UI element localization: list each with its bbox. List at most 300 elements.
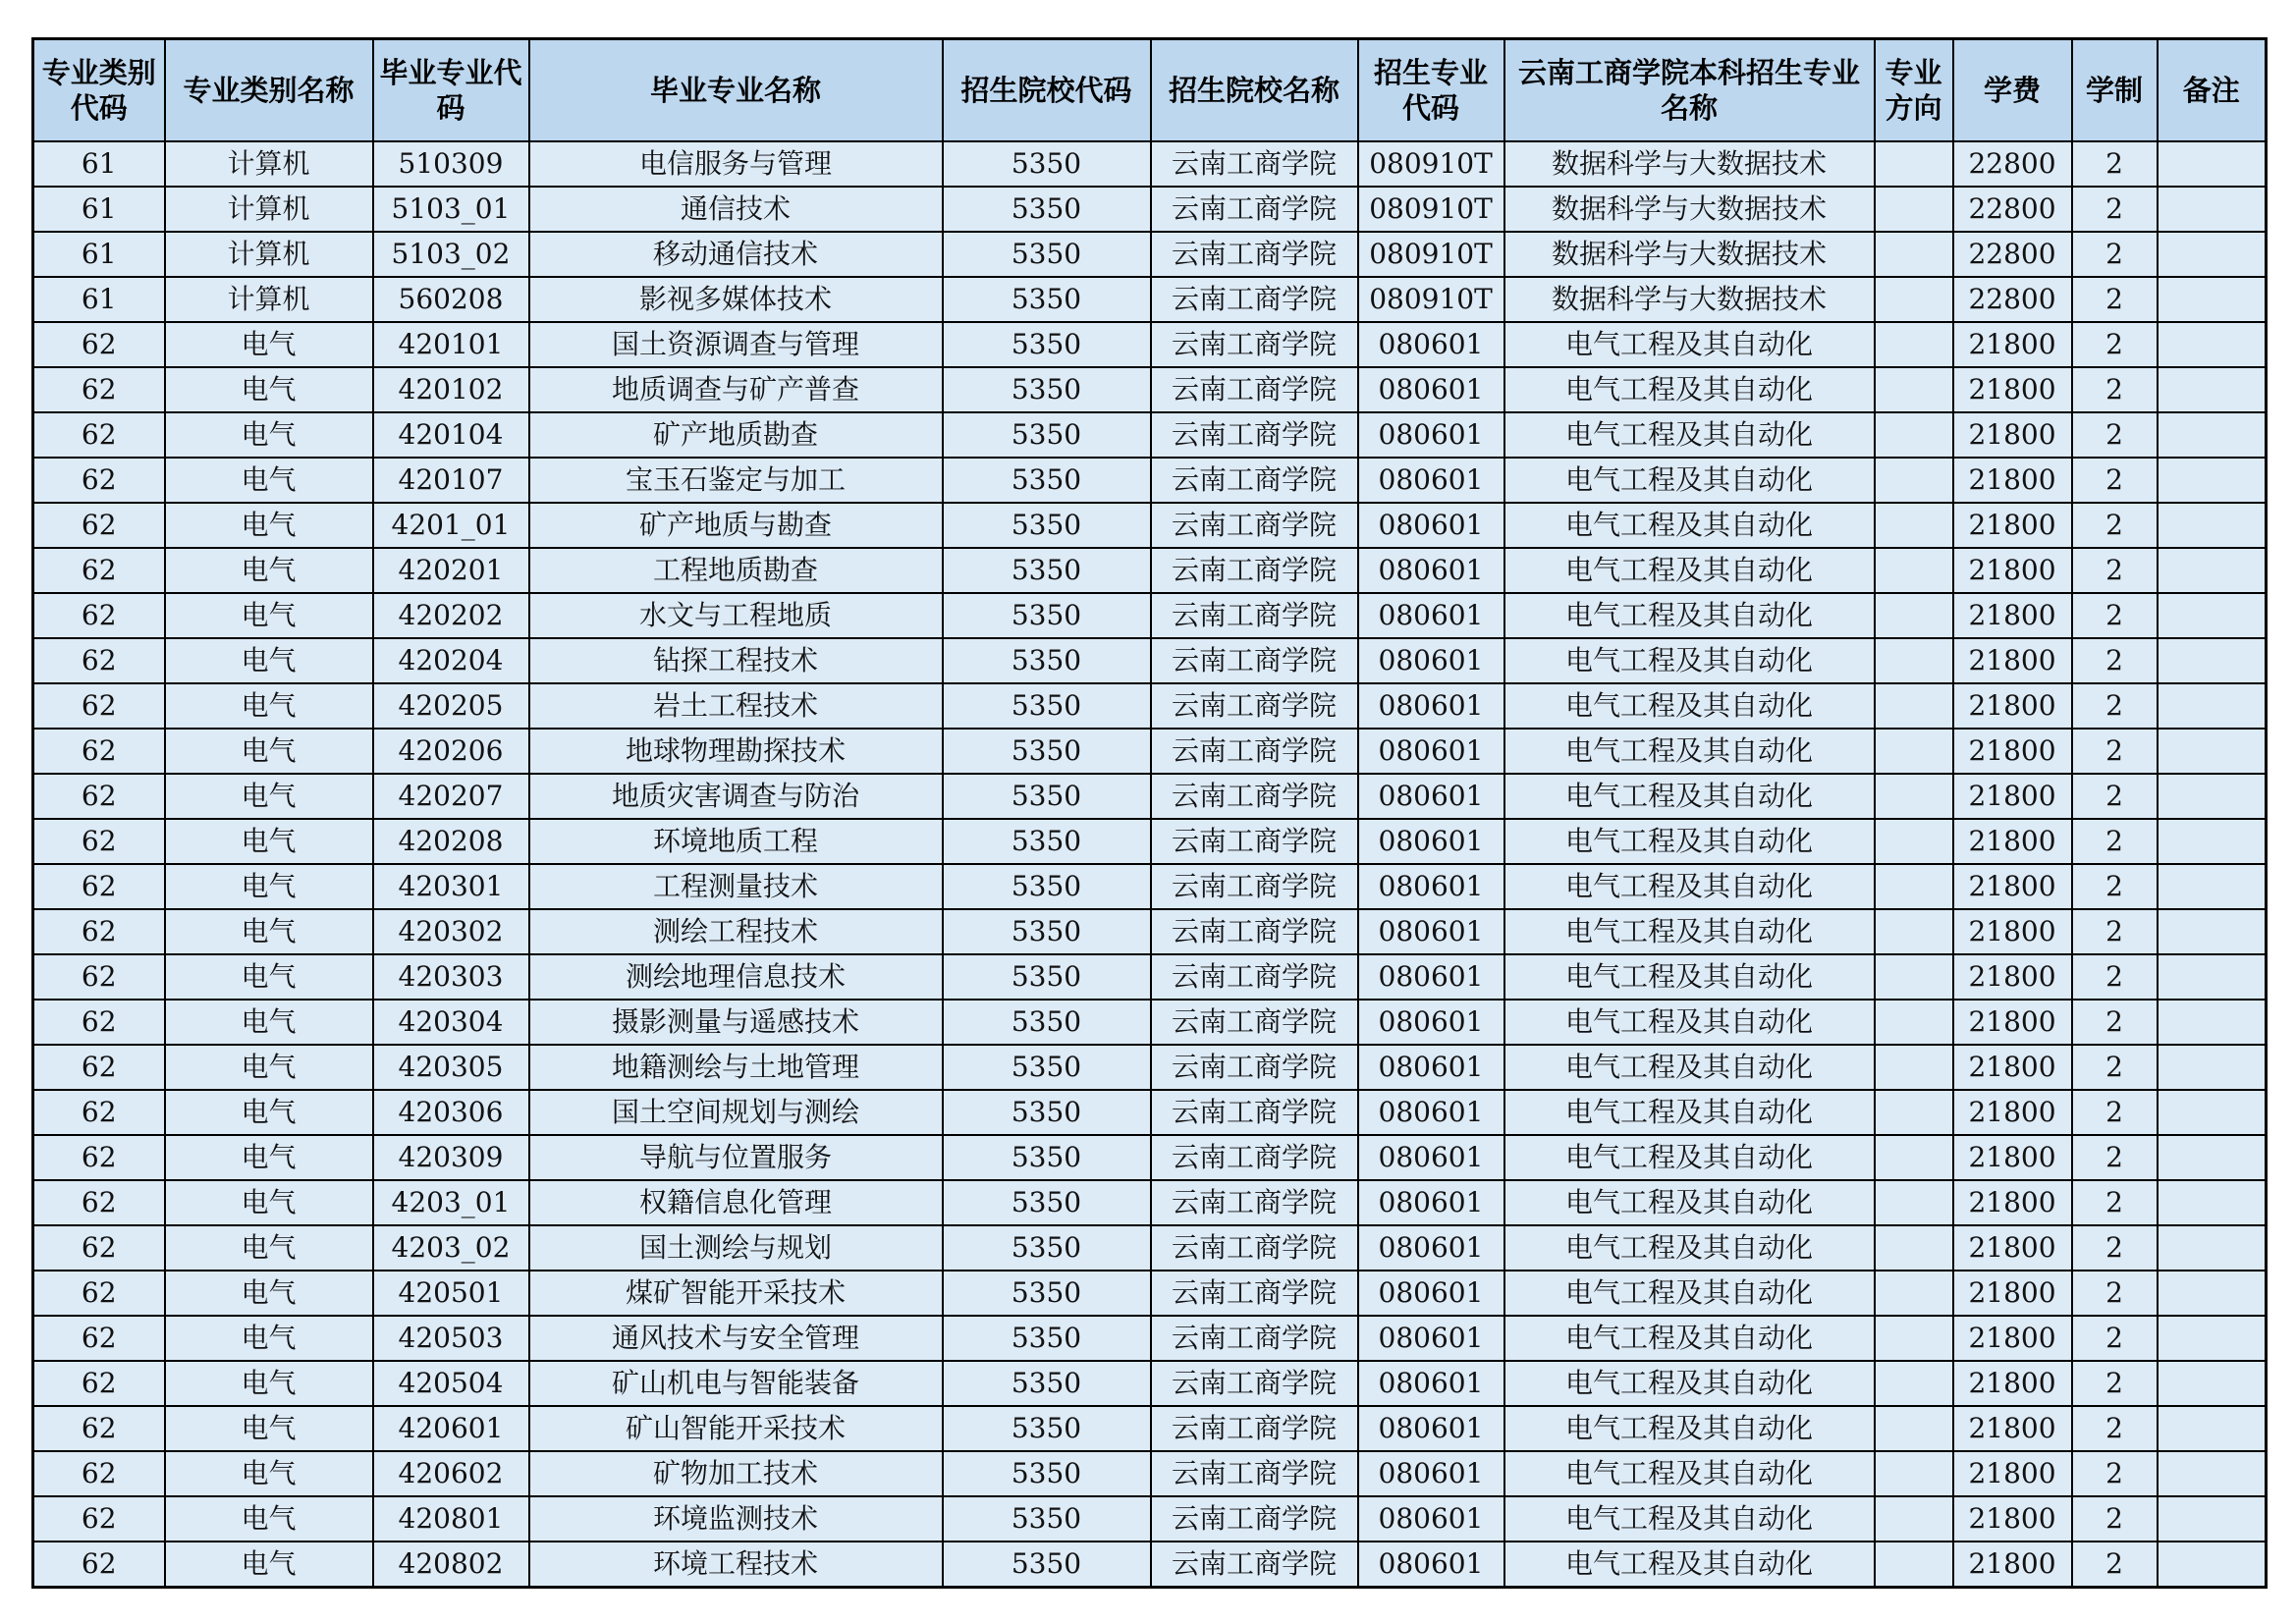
cell-enroll-major-code: 080601 [1358, 548, 1504, 593]
cell-notes [2158, 1316, 2267, 1361]
cell-direction [1875, 458, 1953, 503]
cell-notes [2158, 683, 2267, 729]
cell-notes [2158, 548, 2267, 593]
cell-category-code: 62 [33, 412, 165, 458]
cell-notes [2158, 954, 2267, 1000]
cell-school-code: 5350 [943, 774, 1151, 819]
cell-enroll-major-code: 080601 [1358, 412, 1504, 458]
cell-duration: 2 [2072, 458, 2158, 503]
cell-notes [2158, 819, 2267, 864]
cell-school-code: 5350 [943, 1135, 1151, 1180]
cell-category-code: 61 [33, 141, 165, 187]
cell-graduate-major-code: 420801 [373, 1496, 529, 1542]
cell-tuition: 21800 [1953, 322, 2072, 367]
cell-graduate-major-code: 4203_02 [373, 1225, 529, 1271]
cell-tuition: 21800 [1953, 1496, 2072, 1542]
cell-school-code: 5350 [943, 1090, 1151, 1135]
cell-school-name: 云南工商学院 [1151, 729, 1358, 774]
cell-direction [1875, 1451, 1953, 1496]
cell-graduate-major-code: 420302 [373, 909, 529, 954]
cell-direction [1875, 1135, 1953, 1180]
table-row [33, 1451, 2267, 1496]
header-tuition: 学费 [1953, 39, 2072, 142]
cell-graduate-major-name: 通信技术 [529, 187, 943, 232]
cell-graduate-major-code: 420602 [373, 1451, 529, 1496]
cell-notes [2158, 187, 2267, 232]
cell-graduate-major-code: 420202 [373, 593, 529, 638]
cell-enroll-major-code: 080601 [1358, 1496, 1504, 1542]
table-row [33, 593, 2267, 638]
header-notes: 备注 [2158, 39, 2267, 142]
cell-enroll-major-code: 080601 [1358, 1542, 1504, 1588]
cell-school-name: 云南工商学院 [1151, 458, 1358, 503]
table-row [33, 1361, 2267, 1406]
cell-school-name: 云南工商学院 [1151, 1135, 1358, 1180]
cell-enroll-major-code: 080601 [1358, 1180, 1504, 1225]
cell-school-name: 云南工商学院 [1151, 367, 1358, 412]
cell-school-code: 5350 [943, 593, 1151, 638]
cell-duration: 2 [2072, 548, 2158, 593]
table-row [33, 683, 2267, 729]
header-duration: 学制 [2072, 39, 2158, 142]
cell-graduate-major-code: 560208 [373, 277, 529, 322]
cell-tuition: 21800 [1953, 954, 2072, 1000]
cell-enroll-major-code: 080601 [1358, 774, 1504, 819]
cell-graduate-major-code: 420503 [373, 1316, 529, 1361]
table-row [33, 638, 2267, 683]
cell-enroll-major-name: 电气工程及其自动化 [1504, 1180, 1875, 1225]
header-enroll-major-code: 招生专业代码 [1358, 39, 1504, 142]
cell-graduate-major-name: 工程测量技术 [529, 864, 943, 909]
cell-school-code: 5350 [943, 277, 1151, 322]
cell-category-code: 62 [33, 1000, 165, 1045]
cell-enroll-major-name: 电气工程及其自动化 [1504, 1135, 1875, 1180]
cell-duration: 2 [2072, 819, 2158, 864]
cell-category-name: 电气 [165, 1135, 373, 1180]
cell-tuition: 22800 [1953, 277, 2072, 322]
cell-school-name: 云南工商学院 [1151, 1271, 1358, 1316]
cell-category-name: 电气 [165, 909, 373, 954]
cell-graduate-major-code: 4201_01 [373, 503, 529, 548]
cell-duration: 2 [2072, 1000, 2158, 1045]
cell-duration: 2 [2072, 954, 2158, 1000]
cell-graduate-major-code: 420306 [373, 1090, 529, 1135]
cell-category-name: 电气 [165, 1496, 373, 1542]
cell-graduate-major-name: 矿山机电与智能装备 [529, 1361, 943, 1406]
cell-school-name: 云南工商学院 [1151, 1542, 1358, 1588]
cell-graduate-major-name: 国土空间规划与测绘 [529, 1090, 943, 1135]
cell-category-code: 62 [33, 1451, 165, 1496]
cell-duration: 2 [2072, 683, 2158, 729]
cell-category-code: 62 [33, 909, 165, 954]
cell-graduate-major-code: 5103_01 [373, 187, 529, 232]
cell-category-name: 电气 [165, 503, 373, 548]
cell-school-code: 5350 [943, 1045, 1151, 1090]
cell-tuition: 21800 [1953, 1000, 2072, 1045]
cell-category-name: 电气 [165, 1180, 373, 1225]
cell-notes [2158, 1090, 2267, 1135]
cell-school-name: 云南工商学院 [1151, 1496, 1358, 1542]
cell-enroll-major-name: 电气工程及其自动化 [1504, 1496, 1875, 1542]
cell-enroll-major-name: 电气工程及其自动化 [1504, 458, 1875, 503]
cell-notes [2158, 322, 2267, 367]
cell-category-code: 62 [33, 503, 165, 548]
table-row [33, 954, 2267, 1000]
table-row [33, 141, 2267, 187]
cell-category-code: 62 [33, 1542, 165, 1588]
cell-graduate-major-name: 环境监测技术 [529, 1496, 943, 1542]
cell-enroll-major-name: 电气工程及其自动化 [1504, 729, 1875, 774]
cell-enroll-major-name: 数据科学与大数据技术 [1504, 141, 1875, 187]
cell-graduate-major-name: 电信服务与管理 [529, 141, 943, 187]
cell-notes [2158, 1542, 2267, 1588]
cell-graduate-major-code: 420601 [373, 1406, 529, 1451]
cell-category-code: 62 [33, 1361, 165, 1406]
cell-graduate-major-code: 420201 [373, 548, 529, 593]
cell-direction [1875, 141, 1953, 187]
cell-enroll-major-code: 080601 [1358, 1135, 1504, 1180]
cell-duration: 2 [2072, 367, 2158, 412]
cell-category-name: 电气 [165, 548, 373, 593]
cell-graduate-major-code: 420206 [373, 729, 529, 774]
table-row [33, 909, 2267, 954]
cell-category-name: 电气 [165, 1045, 373, 1090]
cell-notes [2158, 729, 2267, 774]
cell-graduate-major-name: 工程地质勘查 [529, 548, 943, 593]
cell-graduate-major-name: 地球物理勘探技术 [529, 729, 943, 774]
table-row [33, 458, 2267, 503]
cell-enroll-major-name: 电气工程及其自动化 [1504, 683, 1875, 729]
cell-tuition: 21800 [1953, 1361, 2072, 1406]
cell-enroll-major-code: 080601 [1358, 683, 1504, 729]
cell-school-code: 5350 [943, 729, 1151, 774]
cell-graduate-major-code: 420309 [373, 1135, 529, 1180]
cell-enroll-major-name: 电气工程及其自动化 [1504, 1542, 1875, 1588]
cell-direction [1875, 909, 1953, 954]
cell-category-code: 62 [33, 1225, 165, 1271]
cell-enroll-major-code: 080601 [1358, 1045, 1504, 1090]
cell-duration: 2 [2072, 1135, 2158, 1180]
admissions-table [31, 37, 2268, 1589]
cell-graduate-major-name: 钻探工程技术 [529, 638, 943, 683]
cell-enroll-major-name: 电气工程及其自动化 [1504, 367, 1875, 412]
cell-notes [2158, 593, 2267, 638]
cell-direction [1875, 1225, 1953, 1271]
cell-notes [2158, 277, 2267, 322]
cell-school-name: 云南工商学院 [1151, 1361, 1358, 1406]
cell-enroll-major-code: 080910T [1358, 141, 1504, 187]
cell-tuition: 21800 [1953, 1135, 2072, 1180]
table-row [33, 1180, 2267, 1225]
cell-graduate-major-name: 国土测绘与规划 [529, 1225, 943, 1271]
cell-school-name: 云南工商学院 [1151, 412, 1358, 458]
header-direction: 专业方向 [1875, 39, 1953, 142]
table-row [33, 187, 2267, 232]
cell-duration: 2 [2072, 141, 2158, 187]
cell-enroll-major-code: 080601 [1358, 503, 1504, 548]
cell-school-code: 5350 [943, 1225, 1151, 1271]
cell-category-code: 62 [33, 458, 165, 503]
cell-category-name: 电气 [165, 1451, 373, 1496]
cell-category-name: 电气 [165, 638, 373, 683]
cell-direction [1875, 1361, 1953, 1406]
cell-enroll-major-code: 080601 [1358, 819, 1504, 864]
cell-category-name: 计算机 [165, 232, 373, 277]
cell-school-name: 云南工商学院 [1151, 774, 1358, 819]
cell-category-code: 62 [33, 1180, 165, 1225]
cell-duration: 2 [2072, 1225, 2158, 1271]
cell-tuition: 21800 [1953, 1271, 2072, 1316]
cell-graduate-major-name: 权籍信息化管理 [529, 1180, 943, 1225]
cell-category-code: 62 [33, 1090, 165, 1135]
table-row [33, 1271, 2267, 1316]
cell-enroll-major-code: 080910T [1358, 232, 1504, 277]
table-row [33, 864, 2267, 909]
cell-graduate-major-code: 420107 [373, 458, 529, 503]
cell-graduate-major-name: 宝玉石鉴定与加工 [529, 458, 943, 503]
cell-graduate-major-name: 移动通信技术 [529, 232, 943, 277]
cell-category-code: 62 [33, 819, 165, 864]
cell-enroll-major-name: 电气工程及其自动化 [1504, 1271, 1875, 1316]
cell-graduate-major-code: 510309 [373, 141, 529, 187]
cell-enroll-major-code: 080601 [1358, 1000, 1504, 1045]
cell-category-code: 62 [33, 638, 165, 683]
cell-school-name: 云南工商学院 [1151, 638, 1358, 683]
cell-graduate-major-code: 420102 [373, 367, 529, 412]
cell-school-code: 5350 [943, 322, 1151, 367]
cell-enroll-major-code: 080601 [1358, 864, 1504, 909]
cell-direction [1875, 683, 1953, 729]
cell-notes [2158, 232, 2267, 277]
cell-duration: 2 [2072, 729, 2158, 774]
cell-graduate-major-code: 420104 [373, 412, 529, 458]
cell-enroll-major-name: 数据科学与大数据技术 [1504, 187, 1875, 232]
cell-graduate-major-name: 地籍测绘与土地管理 [529, 1045, 943, 1090]
cell-school-name: 云南工商学院 [1151, 322, 1358, 367]
cell-category-code: 62 [33, 1045, 165, 1090]
cell-enroll-major-code: 080601 [1358, 1406, 1504, 1451]
cell-duration: 2 [2072, 1045, 2158, 1090]
cell-direction [1875, 593, 1953, 638]
cell-notes [2158, 1135, 2267, 1180]
cell-enroll-major-code: 080601 [1358, 954, 1504, 1000]
cell-notes [2158, 503, 2267, 548]
cell-enroll-major-name: 电气工程及其自动化 [1504, 774, 1875, 819]
cell-school-name: 云南工商学院 [1151, 593, 1358, 638]
cell-graduate-major-code: 4203_01 [373, 1180, 529, 1225]
cell-notes [2158, 864, 2267, 909]
cell-tuition: 21800 [1953, 864, 2072, 909]
cell-duration: 2 [2072, 1316, 2158, 1361]
admissions-table-sheet [31, 37, 2268, 1589]
table-row [33, 1135, 2267, 1180]
cell-category-code: 62 [33, 593, 165, 638]
cell-graduate-major-name: 测绘地理信息技术 [529, 954, 943, 1000]
header-category-code: 专业类别代码 [33, 39, 165, 142]
cell-graduate-major-code: 420501 [373, 1271, 529, 1316]
cell-school-code: 5350 [943, 1271, 1151, 1316]
cell-category-name: 电气 [165, 458, 373, 503]
cell-enroll-major-name: 电气工程及其自动化 [1504, 322, 1875, 367]
cell-direction [1875, 548, 1953, 593]
table-row [33, 1090, 2267, 1135]
cell-graduate-major-code: 5103_02 [373, 232, 529, 277]
cell-school-code: 5350 [943, 819, 1151, 864]
cell-graduate-major-name: 煤矿智能开采技术 [529, 1271, 943, 1316]
cell-tuition: 21800 [1953, 729, 2072, 774]
cell-graduate-major-name: 通风技术与安全管理 [529, 1316, 943, 1361]
cell-notes [2158, 1451, 2267, 1496]
cell-graduate-major-name: 矿山智能开采技术 [529, 1406, 943, 1451]
cell-duration: 2 [2072, 232, 2158, 277]
cell-duration: 2 [2072, 1451, 2158, 1496]
cell-school-code: 5350 [943, 683, 1151, 729]
cell-school-name: 云南工商学院 [1151, 1406, 1358, 1451]
cell-category-name: 电气 [165, 367, 373, 412]
cell-category-code: 62 [33, 1316, 165, 1361]
cell-school-name: 云南工商学院 [1151, 232, 1358, 277]
cell-school-name: 云南工商学院 [1151, 1180, 1358, 1225]
cell-enroll-major-name: 电气工程及其自动化 [1504, 1406, 1875, 1451]
cell-school-name: 云南工商学院 [1151, 141, 1358, 187]
cell-category-name: 电气 [165, 1406, 373, 1451]
cell-school-code: 5350 [943, 232, 1151, 277]
cell-enroll-major-name: 电气工程及其自动化 [1504, 819, 1875, 864]
cell-school-code: 5350 [943, 412, 1151, 458]
cell-enroll-major-code: 080601 [1358, 1451, 1504, 1496]
cell-enroll-major-code: 080601 [1358, 729, 1504, 774]
cell-graduate-major-code: 420802 [373, 1542, 529, 1588]
cell-direction [1875, 322, 1953, 367]
cell-category-code: 62 [33, 1135, 165, 1180]
cell-category-name: 电气 [165, 322, 373, 367]
cell-direction [1875, 1090, 1953, 1135]
cell-duration: 2 [2072, 909, 2158, 954]
cell-school-name: 云南工商学院 [1151, 1000, 1358, 1045]
cell-tuition: 21800 [1953, 638, 2072, 683]
cell-graduate-major-name: 地质灾害调查与防治 [529, 774, 943, 819]
cell-enroll-major-name: 电气工程及其自动化 [1504, 1000, 1875, 1045]
cell-direction [1875, 864, 1953, 909]
table-row [33, 1000, 2267, 1045]
cell-school-code: 5350 [943, 503, 1151, 548]
cell-category-name: 电气 [165, 593, 373, 638]
cell-category-code: 62 [33, 548, 165, 593]
cell-school-name: 云南工商学院 [1151, 1316, 1358, 1361]
cell-duration: 2 [2072, 1090, 2158, 1135]
cell-category-code: 62 [33, 683, 165, 729]
table-row [33, 1542, 2267, 1588]
cell-graduate-major-code: 420207 [373, 774, 529, 819]
cell-tuition: 21800 [1953, 367, 2072, 412]
cell-enroll-major-name: 数据科学与大数据技术 [1504, 232, 1875, 277]
cell-graduate-major-name: 摄影测量与遥感技术 [529, 1000, 943, 1045]
cell-school-name: 云南工商学院 [1151, 1451, 1358, 1496]
cell-school-name: 云南工商学院 [1151, 1045, 1358, 1090]
table-row [33, 1316, 2267, 1361]
table-body [33, 141, 2267, 1588]
cell-category-code: 62 [33, 1406, 165, 1451]
cell-enroll-major-name: 电气工程及其自动化 [1504, 548, 1875, 593]
cell-direction [1875, 729, 1953, 774]
table-row [33, 1406, 2267, 1451]
cell-enroll-major-code: 080601 [1358, 1090, 1504, 1135]
cell-enroll-major-name: 电气工程及其自动化 [1504, 1090, 1875, 1135]
cell-direction [1875, 503, 1953, 548]
cell-school-code: 5350 [943, 1542, 1151, 1588]
cell-tuition: 21800 [1953, 1225, 2072, 1271]
cell-category-name: 计算机 [165, 141, 373, 187]
cell-enroll-major-code: 080601 [1358, 638, 1504, 683]
cell-direction [1875, 1000, 1953, 1045]
cell-school-name: 云南工商学院 [1151, 503, 1358, 548]
table-row [33, 1045, 2267, 1090]
table-row [33, 548, 2267, 593]
cell-enroll-major-code: 080601 [1358, 1225, 1504, 1271]
cell-direction [1875, 638, 1953, 683]
cell-enroll-major-code: 080601 [1358, 1316, 1504, 1361]
cell-direction [1875, 954, 1953, 1000]
cell-notes [2158, 1180, 2267, 1225]
cell-school-name: 云南工商学院 [1151, 954, 1358, 1000]
header-category-name: 专业类别名称 [165, 39, 373, 142]
cell-graduate-major-code: 420204 [373, 638, 529, 683]
cell-tuition: 21800 [1953, 774, 2072, 819]
cell-graduate-major-name: 测绘工程技术 [529, 909, 943, 954]
cell-notes [2158, 638, 2267, 683]
cell-category-code: 61 [33, 277, 165, 322]
cell-enroll-major-code: 080601 [1358, 593, 1504, 638]
table-row [33, 367, 2267, 412]
cell-category-name: 电气 [165, 683, 373, 729]
cell-duration: 2 [2072, 1180, 2158, 1225]
cell-enroll-major-name: 数据科学与大数据技术 [1504, 277, 1875, 322]
cell-school-code: 5350 [943, 1361, 1151, 1406]
cell-enroll-major-code: 080601 [1358, 1361, 1504, 1406]
cell-notes [2158, 774, 2267, 819]
cell-tuition: 21800 [1953, 1451, 2072, 1496]
cell-notes [2158, 1271, 2267, 1316]
table-row [33, 232, 2267, 277]
cell-graduate-major-name: 影视多媒体技术 [529, 277, 943, 322]
cell-school-name: 云南工商学院 [1151, 548, 1358, 593]
cell-school-name: 云南工商学院 [1151, 683, 1358, 729]
table-row [33, 1225, 2267, 1271]
cell-notes [2158, 1225, 2267, 1271]
cell-category-name: 电气 [165, 864, 373, 909]
cell-school-code: 5350 [943, 954, 1151, 1000]
table-row [33, 277, 2267, 322]
cell-enroll-major-code: 080910T [1358, 187, 1504, 232]
cell-notes [2158, 1000, 2267, 1045]
cell-category-name: 电气 [165, 1271, 373, 1316]
table-row [33, 774, 2267, 819]
cell-tuition: 21800 [1953, 683, 2072, 729]
cell-enroll-major-name: 电气工程及其自动化 [1504, 1316, 1875, 1361]
cell-category-code: 62 [33, 1496, 165, 1542]
cell-notes [2158, 367, 2267, 412]
cell-school-code: 5350 [943, 548, 1151, 593]
cell-graduate-major-name: 导航与位置服务 [529, 1135, 943, 1180]
cell-direction [1875, 1045, 1953, 1090]
header-row [33, 39, 2267, 142]
cell-school-code: 5350 [943, 864, 1151, 909]
cell-category-name: 电气 [165, 1000, 373, 1045]
cell-direction [1875, 367, 1953, 412]
cell-enroll-major-name: 电气工程及其自动化 [1504, 1451, 1875, 1496]
cell-direction [1875, 819, 1953, 864]
cell-direction [1875, 232, 1953, 277]
